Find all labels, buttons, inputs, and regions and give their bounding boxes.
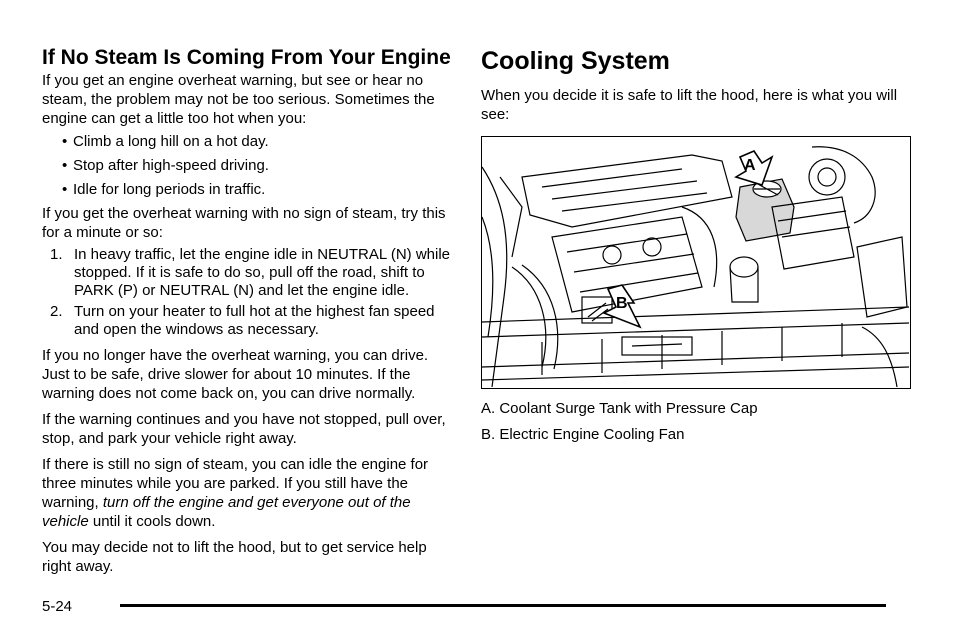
list-item: • Idle for long periods in traffic. xyxy=(62,181,266,198)
bullet-icon: • xyxy=(62,157,68,174)
caption-a: A. Coolant Surge Tank with Pressure Cap xyxy=(481,400,758,417)
caption-b: B. Electric Engine Cooling Fan xyxy=(481,426,685,443)
figure-label-a: A xyxy=(744,157,756,174)
paragraph-still-no-steam: If there is still no sign of steam, you can idle the engine for three minutes while you are parked. If you still have the warning, turn off the engine and get everyone out of the vehicle until it cools down. xyxy=(42,456,429,530)
step-item: 2. Turn on your heater to full hot at the highest fan speed and open the windows as necessary. xyxy=(50,303,435,338)
engine-compartment-figure xyxy=(481,136,911,389)
page-number: 5-24 xyxy=(42,598,73,615)
paragraph-no-longer-warning: If you no longer have the overheat warning, you can drive. Just to be safe, drive slower for about 10 minutes. If the warning does not come back on, you can drive normally. xyxy=(42,347,429,402)
bullet-icon: • xyxy=(62,181,68,198)
paragraph-overheat-no-steam: If you get the overheat warning with no sign of steam, try this for a minute or so: xyxy=(42,205,446,241)
figure-captions xyxy=(481,399,913,444)
left-column xyxy=(42,44,452,576)
step-item: 1. In heavy traffic, let the engine idle in NEUTRAL (N) while stopped. If it is safe to do so, pull off the road, shift to PARK (P) or NEUTRAL (N) and let the engine idle. xyxy=(50,246,451,299)
right-column xyxy=(481,44,913,451)
cooling-intro-paragraph: When you decide it is safe to lift the hood, here is what you will see: xyxy=(481,87,898,123)
footer-divider xyxy=(120,604,886,607)
emphasis-turn-off-engine: turn off the engine and get everyone out of the vehicle xyxy=(42,494,411,530)
paragraph-warning-continues: If the warning continues and you have not stopped, pull over, stop, and park your vehicle right away. xyxy=(42,411,446,447)
paragraph-service-help: You may decide not to lift the hood, but to get service help right away. xyxy=(42,539,427,575)
bullet-icon: • xyxy=(62,133,68,150)
list-item: • Stop after high-speed driving. xyxy=(62,157,269,174)
steps-list xyxy=(42,246,452,339)
section-heading-no-steam: If No Steam Is Coming From Your Engine xyxy=(42,46,451,69)
conditions-list xyxy=(42,132,452,199)
list-item: • Climb a long hill on a hot day. xyxy=(62,133,269,150)
figure-label-b: B xyxy=(616,295,628,312)
section-heading-cooling-system: Cooling System xyxy=(481,47,670,75)
intro-paragraph: If you get an engine overheat warning, but see or hear no steam, the problem may not be too serious. Sometimes the engine can get a little too hot when you: xyxy=(42,72,435,127)
engine-illustration xyxy=(482,137,909,387)
